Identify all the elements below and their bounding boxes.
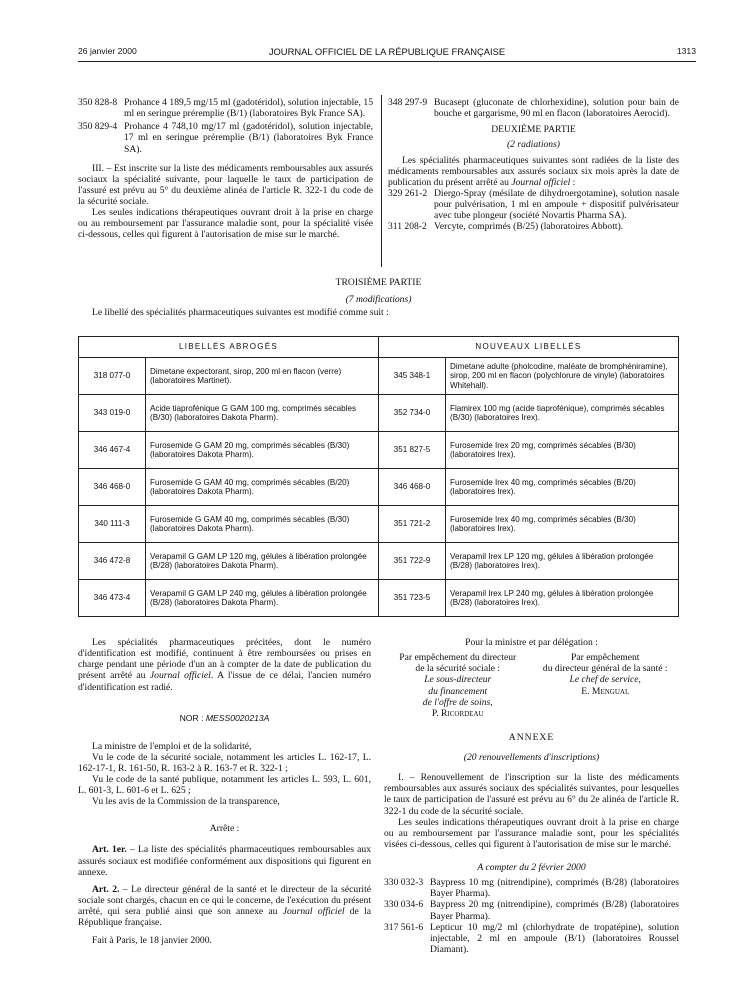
old-code: 346 472-8 — [79, 543, 146, 580]
entry — [78, 121, 373, 154]
entry-text: Baypress 20 mg (nitrendipine), comprimés (B/28) (laboratoires Bayer Pharma). — [430, 899, 679, 922]
entry — [384, 922, 679, 955]
old-label: Dimetane expectorant, sirop, 200 ml en flacon (verre) (laboratoires Martinet). — [146, 358, 379, 395]
entry-text: Vercyte, comprimés (B/25) (laboratoires Abbott). — [434, 221, 624, 233]
paragraph: Les spécialités pharmaceutiques précitées, dont le numéro d'identification est modifié, continuent à être remboursées ou prises en charge pendant une période d'un an à compter de la date de publication du présent arrêté au Journal officiel. A l'issue de ce délai, l'ancien numéro d'identification est radié. — [78, 637, 371, 693]
table-row — [79, 543, 679, 580]
arrete-line: Arrête : — [209, 823, 240, 835]
date-line: A compter du 2 février 2000 — [477, 862, 586, 873]
entry — [388, 221, 679, 232]
part-subtitle: (7 modifications) — [345, 294, 412, 306]
old-label: Verapamil G GAM LP 240 mg, gélules à libération prolongée (B/28) (laboratoires Dakota Pharm). — [146, 580, 379, 617]
table-row — [79, 432, 679, 469]
header-title: JOURNAL OFFICIEL DE LA RÉPUBLIQUE FRANÇAISE — [268, 46, 506, 57]
entry — [384, 877, 679, 899]
article-1: Art. 1er. – La liste des spécialités pharmaceutiques remboursables aux assurés sociaux est modifiée conformément aux dispositions qui figurent en annexe. — [78, 844, 371, 878]
entry-text: Baypress 10 mg (nitrendipine), comprimés (B/28) (laboratoires Bayer Pharma). — [430, 877, 679, 900]
paragraph: Vu les avis de la Commission de la transparence, — [92, 796, 280, 808]
top-right-column — [388, 97, 679, 232]
entry-text: Prohance 4 748,10 mg/17 ml (gadotéridol), solution injectable, 17 ml en seringue préremplie (B/1) (laboratoires Byk France SA). — [124, 121, 373, 155]
nor-reference: NOR : MESS0020213A — [179, 712, 270, 723]
paragraph: III. – Est inscrite sur la liste des médicaments remboursables aux assurés sociaux la spécialité suivante, pour laquelle le taux de participation de l'assuré est prévu au 5° du deuxième alinéa de l'article R. 322-1 du code de la sécurité sociale. — [78, 162, 373, 207]
new-code: 352 734-0 — [379, 395, 446, 432]
annexe-subtitle: (20 renouvellements d'inscriptions) — [463, 752, 600, 763]
new-label: Verapamil Irex LP 240 mg, gélules à libération prolongée (B/28) (laboratoires Irex). — [446, 580, 679, 617]
minister-line: La ministre de l'emploi et de la solidarité, — [92, 740, 252, 752]
new-label: Furosemide Irex 40 mg, comprimés sécables (B/20) (laboratoires Irex). — [446, 469, 679, 506]
new-code: 351 723-5 — [379, 580, 446, 617]
header-date: 26 janvier 2000 — [78, 46, 137, 56]
new-label: Furosemide Irex 40 mg, comprimés sécables (B/30) (laboratoires Irex). — [446, 506, 679, 543]
paragraph: Le libellé des spécialités pharmaceutiques suivantes est modifié comme suit : — [92, 307, 389, 319]
header-new: NOUVEAUX LIBELLÉS — [379, 337, 679, 358]
new-code: 345 348-1 — [379, 358, 446, 395]
new-label: Flamirex 100 mg (acide tiaprofénique), comprimés sécables (B/30) (laboratoires Irex). — [446, 395, 679, 432]
page-number: 1313 — [676, 46, 696, 56]
signature-date: Fait à Paris, le 18 janvier 2000. — [92, 935, 212, 947]
entry — [388, 97, 679, 119]
new-code: 351 827-5 — [379, 432, 446, 469]
old-label: Furosemide G GAM 40 mg, comprimés sécables (B/30) (laboratoires Dakota Pharm). — [146, 506, 379, 543]
paragraph: Les seules indications thérapeutiques ouvrant droit à la prise en charge ou au remboursement par l'assurance maladie sont, pour la spécialité visée ci-dessous, celles qui figurent à l'autorisation de mise sur le marché. — [78, 207, 373, 241]
table-row — [79, 506, 679, 543]
old-label: Acide tiaprofénique G GAM 100 mg, comprimés sécables (B/30) (laboratoires Dakota Pharm). — [146, 395, 379, 432]
entry — [384, 899, 679, 921]
page-header — [78, 47, 696, 62]
article-2: Art. 2. – Le directeur général de la santé et le directeur de la sécurité sociale sont chargés, chacun en ce qui le concerne, de l'exécution du présent arrêté, qui sera publié ainsi que son annexe au Journal officiel de la République française. — [78, 883, 371, 929]
bottom-right-column — [384, 637, 679, 955]
table-row — [79, 469, 679, 506]
old-code: 346 468-0 — [79, 469, 146, 506]
part-title: TROISIÈME PARTIE — [335, 277, 422, 288]
entry-text: Bucasept (gluconate de chlorhexidine), solution pour bain de bouche et gargarisme, 90 ml en flacon (laboratoires Aerocid). — [434, 97, 679, 120]
entry-text: Diergo-Spray (mésilate de dihydroergotamine), solution nasale pour pulvérisation, 1 ml en ampoule + dispositif pulvérisateur avec tube plongeur (société Novartis Pharma SA). — [434, 187, 679, 222]
signatures — [384, 652, 679, 719]
new-label: Furosemide Irex 20 mg, comprimés sécables (B/30) (laboratoires Irex). — [446, 432, 679, 469]
modifications-table — [78, 336, 679, 617]
paragraph: I. – Renouvellement de l'inscription sur la liste des médicaments remboursables aux assurés sociaux des spécialités suivantes, pour lesquelles le taux de participation de l'assuré est prévu au 6° du 2e alinéa de l'article R. 322-1 du code de la sécurité sociale. — [384, 772, 679, 817]
part-title: DEUXIÈME PARTIE — [491, 124, 576, 136]
table-row — [79, 580, 679, 617]
old-code: 318 077-0 — [79, 358, 146, 395]
header-old: LIBELLÉS ABROGÉS — [79, 337, 379, 358]
annexe-title: ANNEXE — [508, 731, 555, 743]
paragraph: Les spécialités pharmaceutiques suivantes sont radiées de la liste des médicaments remboursables aux assurés sociaux six mois après la date de publication du présent arrêté au Journal officiel : — [388, 154, 679, 188]
part-subtitle: (2 radiations) — [506, 139, 561, 151]
entry-code: 317 561-6 — [384, 921, 424, 933]
entry-text: Prohance 4 189,5 mg/15 ml (gadotéridol), solution injectable, 15 ml en seringue préremplie (B/1) (laboratoires Byk France SA). — [124, 97, 373, 120]
entry — [78, 97, 373, 119]
paragraph: Les seules indications thérapeutiques ouvrant droit à la prise en charge ou au remboursement par l'assurance maladie sont, pour les spécialités visées ci-dessous, celles qui figurent à l'autorisation de mise sur le marché. — [384, 816, 679, 850]
entry-code: 350 828-8 — [78, 97, 118, 108]
old-code: 343 019-0 — [79, 395, 146, 432]
entry — [388, 188, 679, 221]
entry-code: 350 829-4 — [78, 121, 118, 133]
table-row — [79, 395, 679, 432]
old-code: 340 111-3 — [79, 506, 146, 543]
signature-right: Par empêchement du directeur général de la santé : Le chef de service, E. Mengual — [542, 652, 668, 697]
delegation-line: Pour la ministre et par délégation : — [465, 637, 598, 648]
new-label: Verapamil Irex LP 120 mg, gélules à libération prolongée (B/28) (laboratoires Irex). — [446, 543, 679, 580]
entry-code: 330 034-6 — [384, 899, 424, 911]
entry-text: Lepticur 10 mg/2 ml (chlorhydrate de tropatépine), solution injectable, 2 ml en ampoule (B/1) (laboratoires Roussel Diamant). — [430, 921, 679, 955]
entry-code: 330 032-3 — [384, 877, 424, 889]
table-row — [79, 358, 679, 395]
third-part-heading — [78, 277, 679, 318]
old-code: 346 467-4 — [79, 432, 146, 469]
entry-code: 311 208-2 — [388, 221, 427, 233]
signature-left: Par empêchement du directeur de la sécurité sociale : Le sous-directeur du financement de l'offre de soins, P. Ricordeau — [399, 652, 517, 719]
old-label: Furosemide G GAM 40 mg, comprimés sécables (B/20) (laboratoires Dakota Pharm). — [146, 469, 379, 506]
old-label: Furosemide G GAM 20 mg, comprimés sécables (B/30) (laboratoires Dakota Pharm). — [146, 432, 379, 469]
paragraph: Vu le code de la santé publique, notamment les articles L. 593, L. 601, L. 601-3, L. 601-6 et L. 625 ; — [78, 773, 371, 797]
entry-code: 348 297-9 — [388, 97, 428, 108]
column-divider — [381, 95, 382, 267]
new-code: 346 468-0 — [379, 469, 446, 506]
old-code: 346 473-4 — [79, 580, 146, 617]
entry-code: 329 261-2 — [388, 187, 428, 199]
new-code: 351 721-2 — [379, 506, 446, 543]
new-code: 351 722-9 — [379, 543, 446, 580]
old-label: Verapamil G GAM LP 120 mg, gélules à libération prolongée (B/28) (laboratoires Dakota Pharm). — [146, 543, 379, 580]
top-left-column — [78, 97, 373, 241]
paragraph: Vu le code de la sécurité sociale, notamment les articles L. 162-17, L. 162-17-1, R. 161-50, R. 163-2 à R. 163-7 et R. 322-1 ; — [78, 751, 371, 774]
new-label: Dimetane adulte (pholcodine, maléate de bromphéniramine), sirop, 200 ml en flacon (polychlorure de vinyle) (laboratoires Whitehall). — [446, 358, 679, 395]
bottom-left-column — [78, 637, 371, 946]
